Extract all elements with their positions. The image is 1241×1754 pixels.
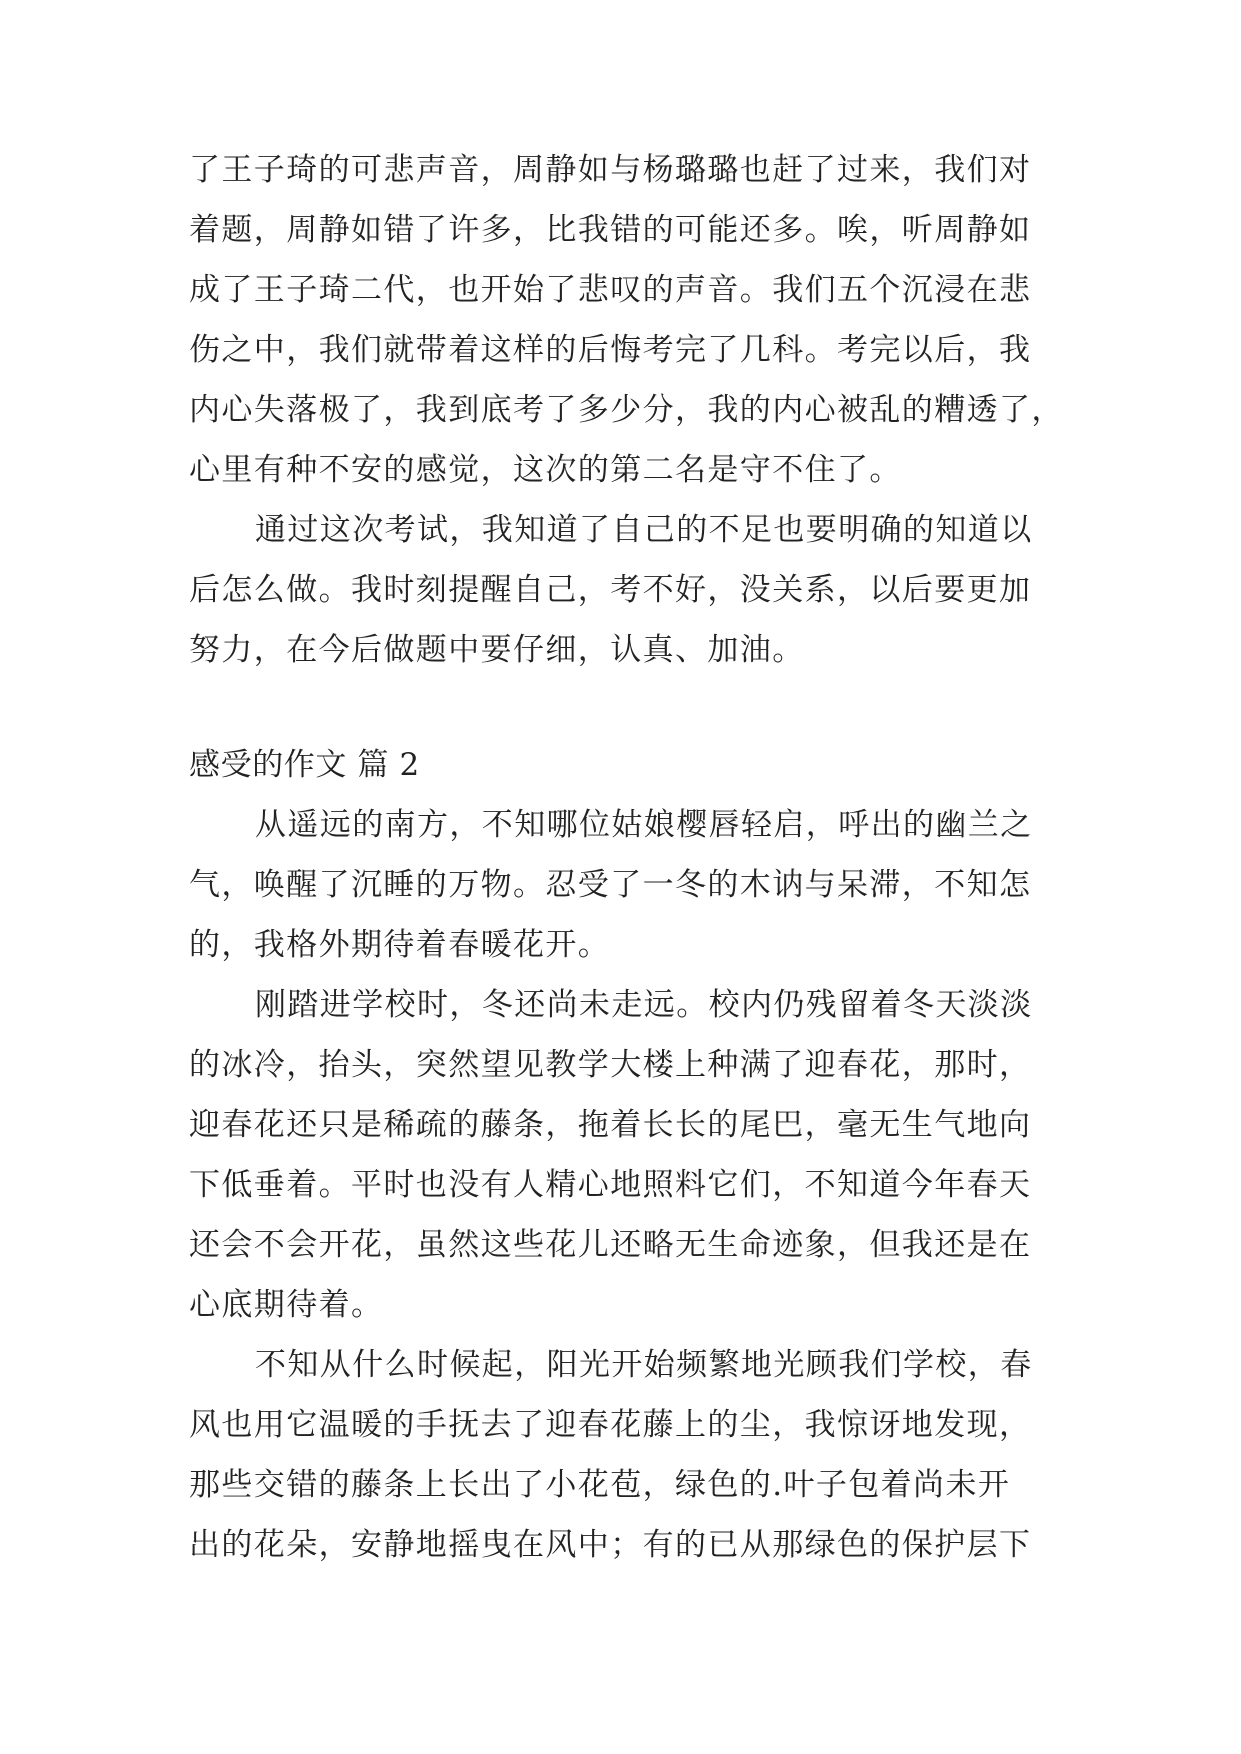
text-line: 刚踏进学校时，冬还尚未走远。校内仍残留着冬天淡淡: [255, 987, 1033, 1023]
text-line: 不知从什么时候起，阳光开始频繁地光顾我们学校，春: [255, 1347, 1033, 1383]
text-line: 还会不会开花，虽然这些花儿还略无生命迹象，但我还是在: [189, 1227, 1032, 1263]
text-line: 心里有种不安的感觉，这次的第二名是守不住了。: [189, 452, 902, 488]
essay-heading: 感受的作文 篇 2: [189, 747, 420, 783]
text-line: 迎春花还只是稀疏的藤条，拖着长长的尾巴，毫无生气地向: [189, 1107, 1032, 1143]
text-line: 的，我格外期待着春暖花开。: [189, 927, 611, 963]
text-line: 通过这次考试，我知道了自己的不足也要明确的知道以: [255, 512, 1033, 548]
text-line: 出的花朵，安静地摇曳在风中；有的已从那绿色的保护层下: [189, 1527, 1032, 1563]
text-line: 伤之中，我们就带着这样的后悔考完了几科。考完以后，我: [189, 332, 1032, 368]
text-line: 风也用它温暖的手抚去了迎春花藤上的尘，我惊讶地发现，: [189, 1407, 1032, 1443]
text-line: 着题，周静如错了许多，比我错的可能还多。唉，听周静如: [189, 212, 1032, 248]
text-line: 了王子琦的可悲声音，周静如与杨璐璐也赶了过来，我们对: [189, 152, 1032, 188]
text-line: 那些交错的藤条上长出了小花苞，绿色的.叶子包着尚未开: [189, 1467, 1011, 1503]
text-line: 内心失落极了，我到底考了多少分，我的内心被乱的糟透了，: [189, 392, 1064, 428]
text-line: 成了王子琦二代，也开始了悲叹的声音。我们五个沉浸在悲: [189, 272, 1032, 308]
text-line: 下低垂着。平时也没有人精心地照料它们，不知道今年春天: [189, 1167, 1032, 1203]
text-line: 从遥远的南方，不知哪位姑娘樱唇轻启，呼出的幽兰之: [255, 807, 1033, 843]
text-line: 心底期待着。: [189, 1287, 384, 1323]
text-line: 后怎么做。我时刻提醒自己，考不好，没关系，以后要更加: [189, 572, 1032, 608]
text-line: 的冰冷，抬头，突然望见教学大楼上种满了迎春花，那时，: [189, 1047, 1032, 1083]
text-line: 气，唤醒了沉睡的万物。忍受了一冬的木讷与呆滞，不知怎: [189, 867, 1032, 903]
text-line: 努力，在今后做题中要仔细，认真、加油。: [189, 632, 805, 668]
